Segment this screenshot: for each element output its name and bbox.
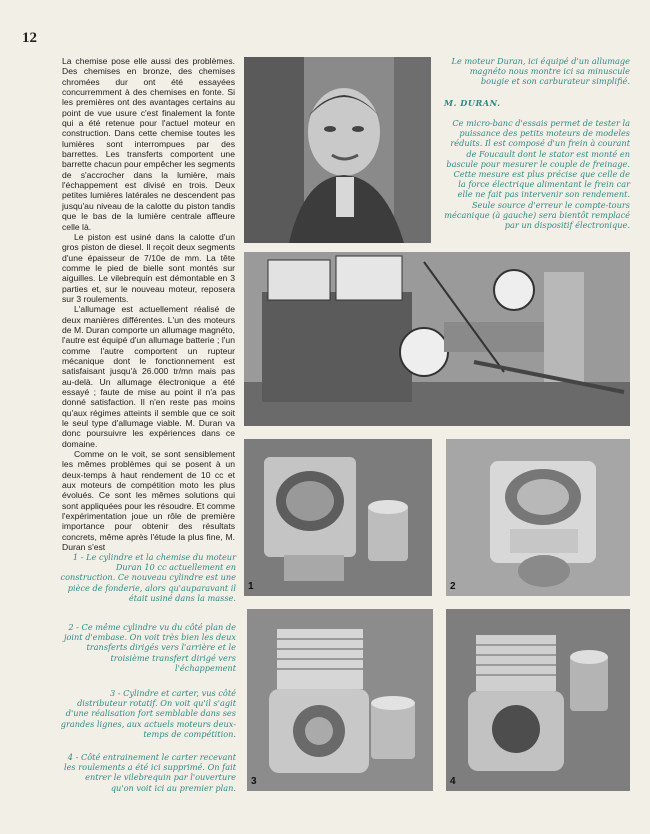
page-number: 12 (22, 30, 37, 46)
caption-3: 3 - Cylindre et carter, vus côté distributeur rotatif. On voit qu'il s'agit d'une réalisation fort semblable dans ses grandes lignes, aux actuels moteurs deux-temps de compétition. (60, 688, 236, 739)
paragraph: Le piston est usiné dans la calotte d'un gros piston de diesel. Il reçoit deux segments d'une épaisseur de 7/10e de mm. La tête comme le pied de bielle sont montés sur aiguilles. Le vilebrequin est démontable en 3 parties et, sur le nouveau moteur, reposera sur 3 roulements. (62, 231, 235, 304)
portrait-illustration (244, 57, 431, 243)
photo-number: 4 (450, 776, 456, 787)
portrait-name: M. DURAN. (444, 98, 501, 108)
portrait-photo (244, 57, 431, 243)
photo-number: 3 (251, 776, 257, 787)
body-text (62, 56, 235, 553)
test-bench-illustration (244, 252, 630, 426)
photo-number: 2 (450, 581, 456, 592)
portrait-caption: Le moteur Duran, ici équipé d'un allumage magnéto nous montre ici sa minuscule bougie et son carburateur simplifié. (451, 56, 630, 87)
crankcase-photo-4 (446, 609, 630, 791)
bench-caption: Ce micro-banc d'essais permet de tester la puissance des petits moteurs de modeles réduits. Il est composé d'un frein à courant de Foucault dont le stator est monté en bascule pour mesurer le couple de freinage. Cette mesure est plus précise que celle de la force électrique alimentant le frein car elle ne fait pas intervenir son rendement. Seule source d'erreur le compte-tours mécanique (à gauche) sera bientôt remplacé par un dispositif électronique. (444, 118, 630, 231)
caption-4: 4 - Côté entrainement le carter recevant les roulements a été ici supprimé. On fait entrer le vilebrequin par l'ouverture qu'on voit ici au premier plan. (63, 752, 236, 793)
test-bench-photo (244, 252, 630, 426)
cylinder-photo-2 (446, 439, 630, 596)
caption-1: 1 - Le cylindre et la chemise du moteur Duran 10 cc actuellement en construction. Ce nouveau cylindre est une pièce de fonderie, alors qu'auparavant il était usiné dans la masse. (60, 552, 236, 603)
paragraph: La chemise pose elle aussi des problèmes. Des chemises en bronze, des chemises chromées dur ont été essayées concurremment à des chemises en fonte. Si les premières ont des avantages certains au point de vue usure c'est finalement la fonte qui a été retenue pour l'actuel moteur en construction. Dans cette chemise toutes les lumières sont interrompues par des barrettes. Les transferts comportent une barrette chacun pour empêcher les segments de s'accrocher dans la lumière, mais l'échappement est divisé en trois. Deux petites lumières latérales ne descendent pas jusqu'au niveau de la calotte du piston tandis que le bas de la lumière centrale affleure celle là. (62, 56, 235, 232)
crankcase-drive-side-illustration (446, 609, 630, 791)
cylinder-photo-1 (244, 439, 432, 596)
crankcase-photo-3 (247, 609, 433, 791)
cylinder-base-illustration (446, 439, 630, 596)
caption-2: 2 - Ce même cylindre vu du côté plan de joint d'embase. On voit très bien les deux transferts dirigés vers l'arrière et le troisième transfert dirigé vers l'échappement (63, 622, 236, 673)
paragraph: Comme on le voit, se sont sensiblement les mêmes problèmes qui se posent à un deux-temps à haut rendement de 10 cc et aux moteurs de compétition moto les plus évolués. Ce sont les mêmes solutions qui sont appliquées pour les résoudre. Et comme l'expérimentation joue un rôle de première importance pour obtenir des résultats concrets, même après l'étude la plus fine, M. Duran s'est (62, 449, 235, 553)
photo-number: 1 (248, 581, 254, 592)
paragraph: L'allumage est actuellement réalisé de deux manières différentes. L'un des moteurs de M. Duran comporte un allumage magnéto, l'autre est équipé d'un allumage batterie ; l'un comme l'autre comportent un rupteur mécanique dont le fonctionnement est satisfaisant jusqu'à 26.000 tr/mn mais pas au-delà. Un allumage électronique a été essayé ; faute de mise au point il n'a pas donné satisfaction. Il n'en reste pas moins qu'aux régimes atteints il semble que ce soit le seul type d'allumage viable. M. Duran va donc poursuivre les expériences dans ce domaine. (62, 304, 235, 449)
cylinder-liner-illustration (244, 439, 432, 596)
crankcase-distributor-illustration (247, 609, 433, 791)
